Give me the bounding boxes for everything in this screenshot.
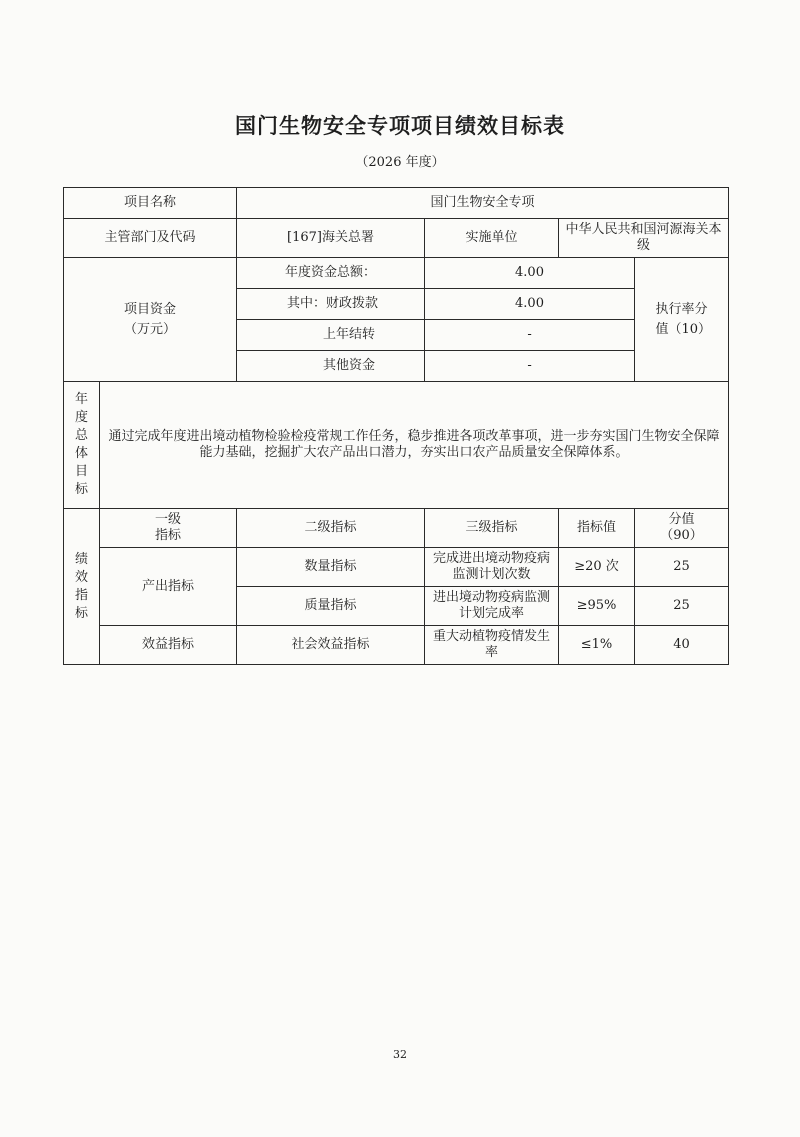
- annual-goal-label: [64, 382, 100, 509]
- table-row: [64, 548, 729, 587]
- header-level1: [100, 509, 237, 548]
- project-name-label: 项目名称: [64, 188, 237, 219]
- annual-goal-text: 通过完成年度进出境动植物检验检疫常规工作任务，稳步推进各项改革事项，进一步夯实国门生物安全保障能力基础，挖掘扩大农产品出口潜力，夯实出口农产品质量安全保障体系。: [100, 382, 729, 509]
- implementing-unit-value: 中华人民共和国河源海关本级: [559, 219, 729, 258]
- indicator-level2: 质量指标: [237, 587, 425, 626]
- indicator-score: 25: [635, 587, 729, 626]
- project-name-value: 国门生物安全专项: [237, 188, 729, 219]
- project-funds-label: [64, 258, 237, 382]
- header-score: [635, 509, 729, 548]
- header-level3: 三级指标: [425, 509, 559, 548]
- indicator-level2: 社会效益指标: [237, 626, 425, 665]
- funds-total-label: 年度资金总额：: [237, 258, 425, 289]
- header-value: 指标值: [559, 509, 635, 548]
- indicator-score: 40: [635, 626, 729, 665]
- funds-total-row: [64, 258, 729, 289]
- funds-carryover-value: -: [425, 320, 635, 351]
- indicator-level3: 进出境动物疫病监测计划完成率: [425, 587, 559, 626]
- header-level1-text: 一级指标: [154, 512, 181, 543]
- page-title: 国门生物安全专项项目绩效目标表: [235, 114, 565, 138]
- project-name-row: [64, 188, 729, 219]
- funds-other-value: -: [425, 351, 635, 382]
- page-number: 32: [393, 1048, 407, 1061]
- header-level2: 二级指标: [237, 509, 425, 548]
- funds-carryover-label: 上年结转: [237, 320, 425, 351]
- indicator-score: 25: [635, 548, 729, 587]
- funds-fiscal-value: 4.00: [425, 289, 635, 320]
- performance-indicators-label-text: 绩效指标: [75, 551, 89, 621]
- execution-rate-score-text: 执行率分值（10）: [655, 301, 712, 337]
- indicator-level3: 重大动植物疫情发生率: [425, 626, 559, 665]
- page-subtitle: （2026 年度）: [355, 155, 445, 170]
- indicator-level1-output: 产出指标: [100, 548, 237, 626]
- indicator-level1-benefit: 效益指标: [100, 626, 237, 665]
- header-score-text: 分值（90）: [660, 512, 703, 543]
- indicator-level3: 完成进出境动物疫病监测计划次数: [425, 548, 559, 587]
- implementing-unit-label: 实施单位: [425, 219, 559, 258]
- annual-goal-row: [64, 382, 729, 509]
- table-row: [64, 626, 729, 665]
- indicator-header-row: [64, 509, 729, 548]
- funds-other-label: 其他资金: [237, 351, 425, 382]
- performance-indicators-label: [64, 509, 100, 665]
- project-funds-label-text: 项目资金（万元）: [123, 301, 176, 337]
- indicator-value: ≥95%: [559, 587, 635, 626]
- indicator-value: ≤1%: [559, 626, 635, 665]
- execution-rate-score-label: [635, 258, 729, 382]
- funds-total-value: 4.00: [425, 258, 635, 289]
- department-label: 主管部门及代码: [64, 219, 237, 258]
- funds-fiscal-label: 其中：财政拨款: [237, 289, 425, 320]
- department-row: [64, 219, 729, 258]
- indicator-level2: 数量指标: [237, 548, 425, 587]
- annual-goal-label-text: 年度总体目标: [75, 392, 89, 497]
- performance-goal-table: [63, 187, 729, 665]
- department-value: [167]海关总署: [237, 219, 425, 258]
- indicator-value: ≥20 次: [559, 548, 635, 587]
